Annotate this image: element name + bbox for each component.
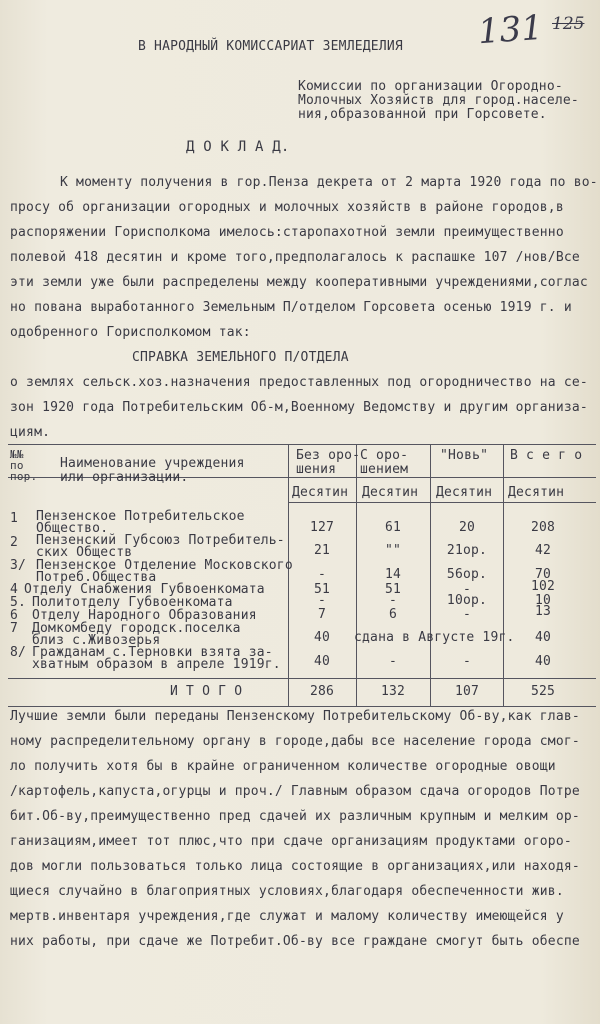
- row-num: 6: [10, 608, 19, 623]
- row-val-irrigation-none: 21: [313, 543, 331, 558]
- row-val-irrigated: "": [384, 543, 402, 558]
- total-irrigated: 132: [380, 684, 406, 699]
- row-name-line: близ с.Живозерья: [32, 633, 161, 648]
- row-name-line: Пензенский Губсоюз Потребитель-: [36, 533, 285, 548]
- intro-line: одобренного Горисполкомом так:: [10, 325, 251, 340]
- reference-subtitle-line: о землях сельск.хоз.назначения предоставленных под огородничество на се-: [10, 375, 588, 390]
- row-name-line: Политотделу Губвоенкомата: [32, 595, 233, 610]
- row-val-irrigation-none: 40: [313, 654, 331, 669]
- table-col-divider: [503, 444, 504, 706]
- row-name-line: Отделу Народного Образования: [32, 608, 257, 623]
- row-name-line: хватным образом в апреле 1919г.: [32, 657, 281, 672]
- row-val-nov: 20: [458, 520, 476, 535]
- closing-line: бит.Об-ву,преимущественно пред сдачей их различным крупным и мелким ор-: [10, 809, 580, 824]
- row-num: 8/: [10, 645, 27, 660]
- row-val-irrigation-none: 51: [313, 582, 331, 597]
- header-col-3: "Новь": [440, 448, 489, 463]
- row-name-line: Отделу Снабжения Губвоенкомата: [24, 582, 265, 597]
- table-total-rule: [8, 678, 596, 679]
- total-irrigation-none: 286: [309, 684, 335, 699]
- row-val-total: 70: [534, 567, 552, 582]
- row-val-irrigated-note: сдана в Августе 19г.: [354, 630, 515, 645]
- row-val-total: 10: [534, 593, 552, 608]
- row-num: 1: [10, 511, 19, 526]
- row-name-line: Домкомбеду городск.поселка: [32, 621, 241, 636]
- intro-line: К моменту получения в гор.Пенза декрета от 2 марта 1920 года по во-: [60, 175, 598, 190]
- header-num-2: по: [10, 459, 24, 472]
- unit-label: Десятин: [508, 485, 565, 500]
- table-units-rule: [288, 502, 596, 503]
- row-val-irrigation-none: 127: [309, 520, 335, 535]
- row-name-line: Пензенское Потребительское: [36, 509, 245, 524]
- row-num: 5.: [10, 595, 27, 610]
- sender-line-2: Молочных Хозяйств для город.населе-: [298, 93, 579, 108]
- unit-label: Десятин: [436, 485, 493, 500]
- intro-line: эти земли уже были распределены между кооперативными учреждениями,соглас: [10, 275, 588, 290]
- intro-line: но пована выработанного Земельным П/отделом Горсовета осенью 1919 г. и: [10, 300, 572, 315]
- table-col-divider: [356, 444, 357, 706]
- table-col-divider: [430, 444, 431, 706]
- row-num: 3/: [10, 558, 27, 573]
- row-val-nov: -: [462, 607, 472, 622]
- row-name-line: ских Обществ: [36, 545, 133, 560]
- closing-line: мертв.инвентаря учреждения,где служат и малому количеству имеющейся у: [10, 909, 564, 924]
- intro-line: просу об организации огородных и молочных хозяйств в районе городов,в: [10, 200, 564, 215]
- row-val-total: 42: [534, 543, 552, 558]
- intro-line: распоряжении Горисполкома имелось:старопахотной земли преимущественно: [10, 225, 564, 240]
- reference-subtitle-line: циям.: [10, 425, 51, 440]
- table-bottom-rule: [8, 706, 596, 707]
- row-val-irrigated: 14: [384, 567, 402, 582]
- unit-label: Десятин: [292, 485, 349, 500]
- closing-line: ло получить хотя бы в крайне ограниченном количестве огородные овощи: [10, 759, 556, 774]
- row-val-total: 13: [534, 604, 552, 619]
- row-val-nov: -: [462, 582, 472, 597]
- row-name-line: Потреб.Общества: [36, 570, 157, 585]
- row-val-nov: 21ор.: [446, 543, 488, 558]
- row-val-total: 102: [530, 579, 556, 594]
- reference-subtitle-line: зон 1920 года Потребительским Об-м,Военному Ведомству и другим организа-: [10, 400, 588, 415]
- header-col-2b: шением: [360, 462, 409, 477]
- header-num-1: №№: [10, 448, 24, 461]
- row-val-irrigation-none: -: [317, 593, 327, 608]
- row-val-nov: 56ор.: [446, 567, 488, 582]
- row-val-irrigated: 61: [384, 520, 402, 535]
- table-col-divider: [288, 444, 289, 706]
- crossed-out-page-number: 125: [552, 14, 585, 34]
- row-num: 2: [10, 535, 19, 550]
- row-val-irrigation-none: 40: [313, 630, 331, 645]
- reference-title: СПРАВКА ЗЕМЕЛЬНОГО П/ОТДЕЛА: [132, 350, 349, 365]
- row-val-irrigation-none: 7: [317, 607, 327, 622]
- row-val-irrigated: -: [388, 593, 398, 608]
- closing-line: Лучшие земли были переданы Пензенскому Потребительскому Об-ву,как глав-: [10, 709, 580, 724]
- handwritten-page-number: 131: [476, 7, 545, 53]
- row-num: 7: [10, 621, 19, 636]
- intro-line: полевой 418 десятин и кроме того,предполагалось к распашке 107 /нов/Все: [10, 250, 580, 265]
- header-col-1a: Без оро-: [296, 448, 361, 463]
- row-name-line: Пензенское Отделение Московского: [36, 558, 293, 573]
- row-val-total: 40: [534, 630, 552, 645]
- header-col-4: В с е г о: [510, 448, 583, 463]
- closing-line: /картофель,капуста,огурцы и проч./ Главным образом сдача огородов Потре: [10, 784, 580, 799]
- header-num-3: пор.: [10, 470, 38, 483]
- header-name-2: или организации.: [60, 470, 189, 485]
- row-val-irrigation-none: -: [317, 567, 327, 582]
- addressee-heading: В НАРОДНЫЙ КОМИССАРИАТ ЗЕМЛЕДЕЛИЯ: [138, 39, 403, 54]
- closing-line: ганизациям,имеет тот плюс,что при сдаче организациям продуктами огоро-: [10, 834, 572, 849]
- row-name-line: Общество.: [36, 521, 109, 536]
- row-val-total: 40: [534, 654, 552, 669]
- total-label: И Т О Г О: [170, 684, 243, 699]
- row-name-line: Гражданам с.Терновки взята за-: [32, 645, 273, 660]
- unit-label: Десятин: [362, 485, 419, 500]
- closing-line: дов могли пользоваться только лица состоящие в организациях,или находя-: [10, 859, 580, 874]
- row-val-irrigated: 6: [388, 607, 398, 622]
- closing-line: ному распределительному органу в городе,дабы все население города смог-: [10, 734, 580, 749]
- closing-line: щиеся случайно в благоприятных условиях,благодаря обеспеченности жив.: [10, 884, 564, 899]
- closing-line: них работы, при сдаче же Потребит.Об-ву все граждане смогут быть обеспе: [10, 934, 580, 949]
- sender-line-3: ния,образованной при Горсовете.: [298, 107, 547, 122]
- row-val-nov: -: [462, 654, 472, 669]
- table-top-rule: [8, 444, 596, 445]
- row-val-irrigated: 51: [384, 582, 402, 597]
- header-name-1: Наименование учреждения: [60, 456, 245, 471]
- header-col-2a: С оро-: [360, 448, 409, 463]
- row-num: 4: [10, 582, 19, 597]
- header-col-1b: шения: [296, 462, 337, 477]
- total-all: 525: [530, 684, 556, 699]
- row-val-nov: 10ор.: [446, 593, 488, 608]
- row-val-total: 208: [530, 520, 556, 535]
- row-val-irrigated: -: [388, 654, 398, 669]
- total-nov: 107: [454, 684, 480, 699]
- document-title: Д О К Л А Д.: [186, 139, 290, 155]
- sender-line-1: Комиссии по организации Огородно-: [298, 79, 563, 94]
